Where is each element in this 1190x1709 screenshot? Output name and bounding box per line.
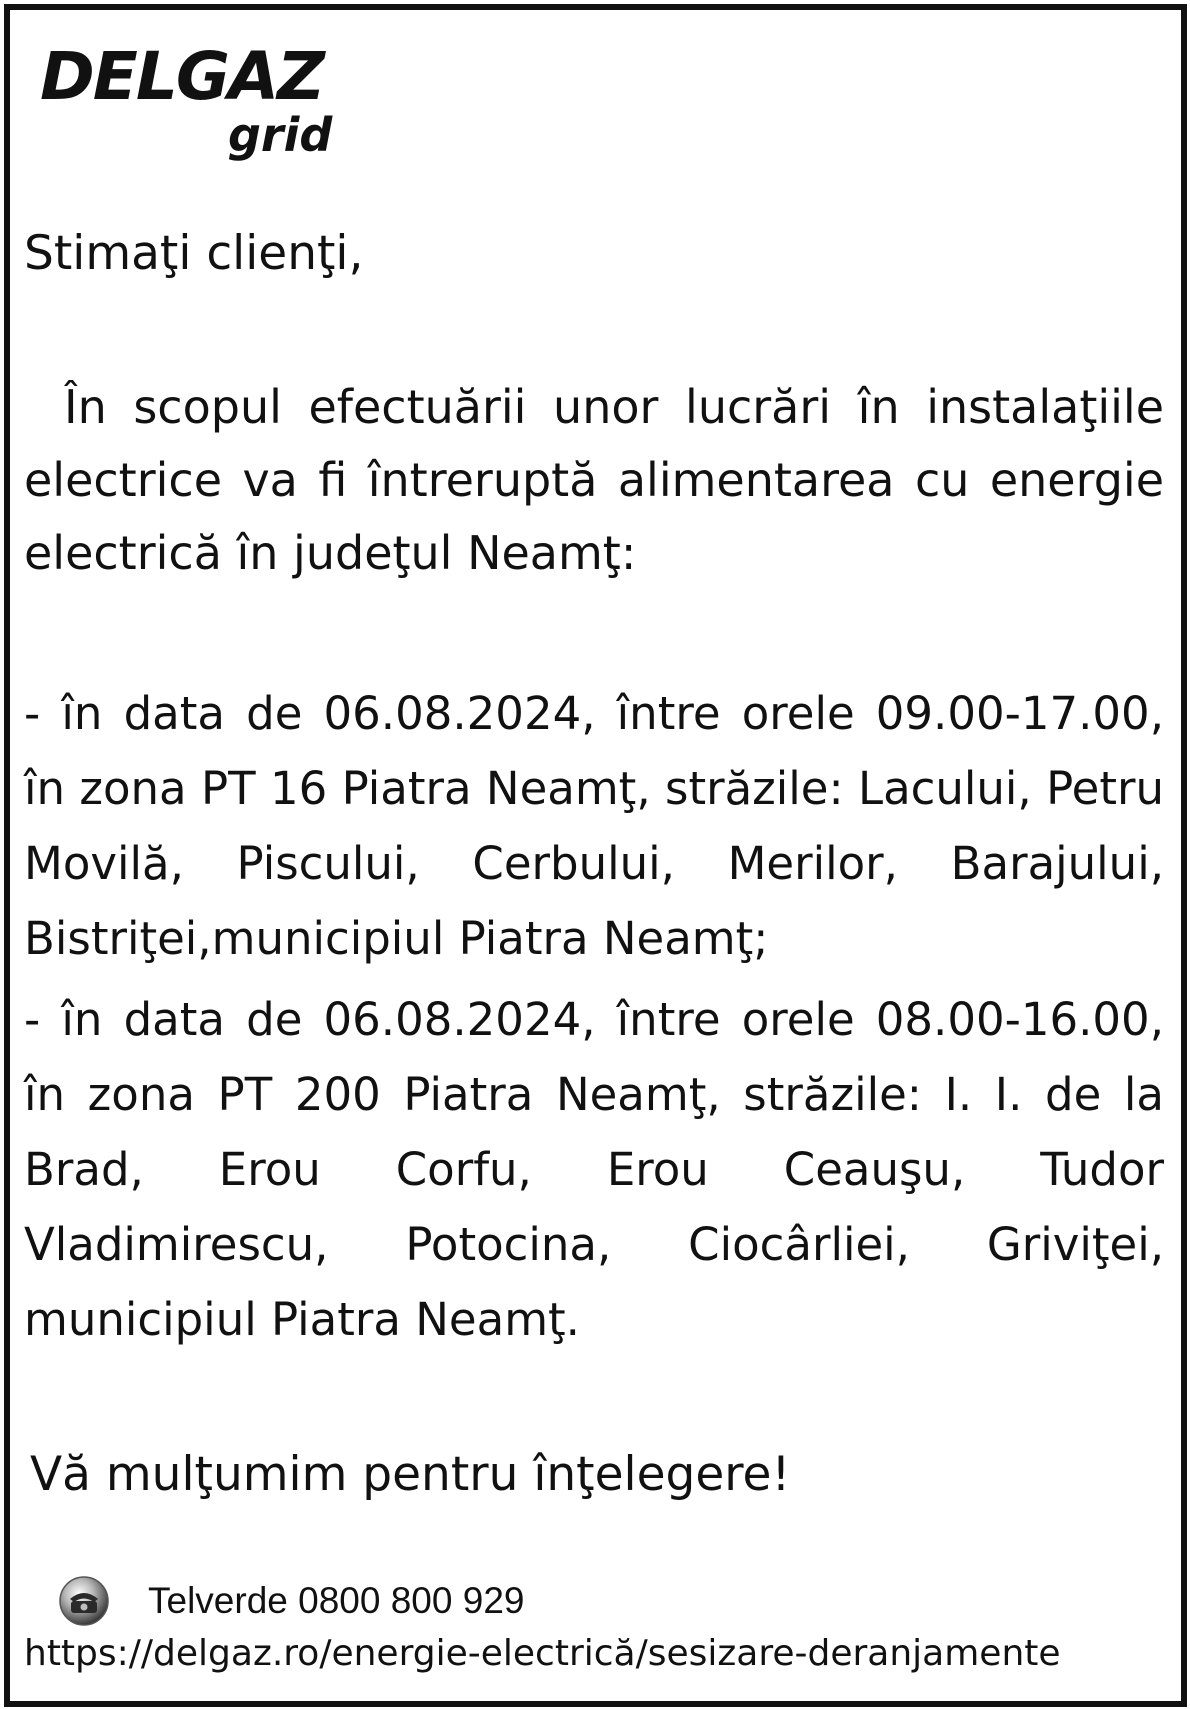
phone-number: Telverde 0800 800 929 xyxy=(148,1580,525,1621)
delgaz-grid-logo xyxy=(40,38,360,172)
logo-wordmark: DELGAZ xyxy=(40,38,324,115)
closing-thanks: Vă mulţumim pentru înţelegere! xyxy=(30,1447,791,1502)
intro-paragraph: În scopul efectuării unor lucrări în instalaţiile electrice va fi întreruptă alimentarea cu energie electrică în judeţul Neamţ: xyxy=(24,380,1164,580)
outage-item-2: - în data de 06.08.2024, între orele 08.00-16.00, în zona PT 200 Piatra Neamţ, străzile: I. I. de la Brad, Erou Corfu, Erou Ceauşu, Tudor Vladimirescu, Potocina, Ciocârliei, Griviţei, municipiul Piatra Neamţ. xyxy=(24,993,1164,1346)
report-url[interactable]: https://delgaz.ro/energie-electrică/sesizare-deranjamente xyxy=(24,1633,1061,1674)
phone-row xyxy=(58,1575,858,1631)
logo-subtitle: grid xyxy=(228,108,333,162)
telephone-icon xyxy=(58,1575,110,1627)
outage-item-1: - în data de 06.08.2024, între orele 09.00-17.00, în zona PT 16 Piatra Neamţ, străzile: Lacului, Petru Movilă, Piscului, Cerbului, Merilor, Barajului, Bistriţei,municipiul Piatra Neamţ; xyxy=(24,687,1164,965)
greeting: Stimaţi clienţi, xyxy=(24,226,364,281)
